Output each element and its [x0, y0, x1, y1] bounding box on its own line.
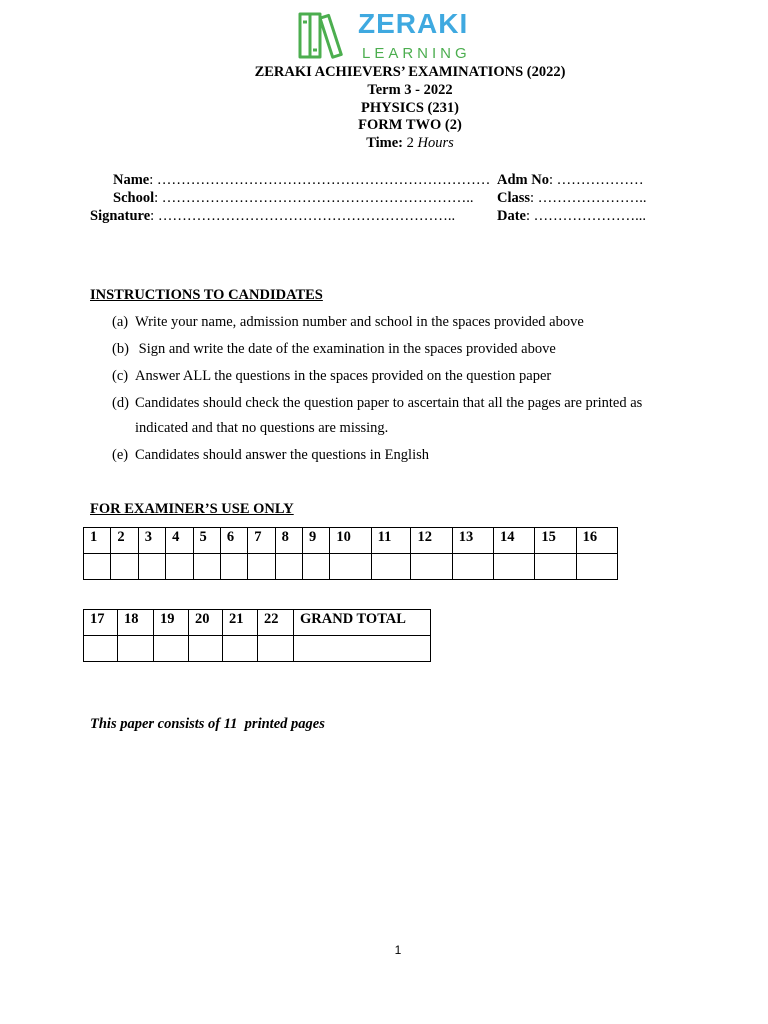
school-field[interactable]	[113, 189, 474, 207]
question-number: 11	[371, 528, 411, 554]
question-number: 6	[220, 528, 247, 554]
question-number: 8	[275, 528, 302, 554]
question-number: 12	[411, 528, 452, 554]
name-field[interactable]	[113, 171, 490, 189]
instruction-text: Candidates should answer the questions in English	[135, 447, 429, 463]
name-label: Name	[113, 172, 150, 188]
instruction-label: (d)	[112, 395, 129, 411]
question-number: 19	[154, 610, 189, 636]
logo-name: ZERAKI	[358, 8, 469, 39]
instruction-item	[112, 364, 672, 389]
exam-time	[160, 135, 660, 153]
school-line: : ………………………………………………………..	[154, 190, 474, 206]
instruction-text: Write your name, admission number and school in the spaces provided above	[135, 314, 584, 330]
instruction-item	[112, 337, 672, 362]
question-number: 20	[189, 610, 223, 636]
instruction-label: (c)	[112, 368, 129, 384]
score-cell[interactable]	[452, 554, 493, 580]
question-number: 18	[118, 610, 154, 636]
grand-total-cell[interactable]	[294, 636, 431, 662]
exam-subject: PHYSICS (231)	[361, 99, 459, 116]
instruction-item	[112, 310, 672, 335]
time-value: 2	[406, 135, 414, 152]
score-cell[interactable]	[154, 636, 189, 662]
page-count-note: This paper consists of 11 printed pages	[90, 716, 325, 732]
question-number: 15	[535, 528, 576, 554]
adm-no-field[interactable]	[497, 171, 644, 189]
instruction-label: (b)	[112, 341, 129, 357]
question-number: 17	[84, 610, 118, 636]
books-icon	[296, 10, 352, 60]
score-cell[interactable]	[371, 554, 411, 580]
instruction-item	[112, 443, 672, 468]
signature-label: Signature	[90, 208, 151, 224]
date-label: Date	[497, 208, 526, 224]
exam-title: ZERAKI ACHIEVERS’ EXAMINATIONS (2022)	[254, 64, 566, 80]
instruction-text: Sign and write the date of the examination in the spaces provided above	[135, 341, 556, 357]
signature-field[interactable]	[90, 207, 455, 225]
exam-form: FORM TWO (2)	[358, 117, 462, 134]
question-number: 7	[248, 528, 275, 554]
question-number: 3	[138, 528, 165, 554]
score-input-row	[84, 636, 431, 662]
instructions-title: INSTRUCTIONS TO CANDIDATES	[90, 287, 323, 303]
time-label: Time:	[366, 135, 403, 152]
exam-header	[160, 64, 660, 153]
question-number: 22	[258, 610, 294, 636]
question-number: 9	[303, 528, 330, 554]
instruction-label: (a)	[112, 314, 129, 330]
score-cell[interactable]	[275, 554, 302, 580]
score-cell[interactable]	[330, 554, 371, 580]
score-cell[interactable]	[220, 554, 247, 580]
school-label: School	[113, 190, 155, 206]
score-cell[interactable]	[138, 554, 165, 580]
question-number: 21	[223, 610, 258, 636]
adm-label: Adm No	[497, 172, 549, 188]
examiner-title: FOR EXAMINER’S USE ONLY	[90, 501, 294, 517]
score-cell[interactable]	[118, 636, 154, 662]
question-number: 4	[166, 528, 193, 554]
question-number: 14	[494, 528, 535, 554]
score-header-row	[84, 610, 431, 636]
score-cell[interactable]	[84, 554, 111, 580]
signature-line: : ……………………………………………………..	[150, 208, 456, 224]
instruction-text: Answer ALL the questions in the spaces provided on the question paper	[135, 368, 552, 384]
score-cell[interactable]	[111, 554, 138, 580]
question-number: 10	[330, 528, 371, 554]
question-number: 1	[84, 528, 111, 554]
score-cell[interactable]	[494, 554, 535, 580]
score-cell[interactable]	[84, 636, 118, 662]
date-field[interactable]	[497, 207, 646, 225]
score-cell[interactable]	[576, 554, 617, 580]
instruction-item	[112, 391, 672, 441]
instruction-label: (e)	[112, 447, 129, 463]
zeraki-logo	[296, 8, 486, 60]
score-cell[interactable]	[303, 554, 330, 580]
instructions-list	[112, 310, 672, 468]
page-number: 1	[394, 943, 402, 957]
class-label: Class	[497, 190, 531, 206]
date-line: : …………………...	[526, 208, 647, 224]
class-field[interactable]	[497, 189, 646, 207]
adm-line: : ………………	[548, 172, 644, 188]
score-cell[interactable]	[248, 554, 275, 580]
instruction-text: Candidates should check the question paper to ascertain that all the pages are printed as indicated and that no questions are missing.	[135, 395, 643, 436]
score-cell[interactable]	[189, 636, 223, 662]
score-cell[interactable]	[166, 554, 193, 580]
grand-total-header: GRAND TOTAL	[294, 610, 431, 636]
question-number: 13	[452, 528, 493, 554]
question-number: 5	[193, 528, 220, 554]
question-number: 2	[111, 528, 138, 554]
score-table-1	[83, 527, 618, 580]
score-cell[interactable]	[193, 554, 220, 580]
score-cell[interactable]	[411, 554, 452, 580]
score-table-2	[83, 609, 431, 662]
class-line: : …………………..	[530, 190, 647, 206]
exam-term: Term 3 - 2022	[367, 81, 453, 98]
question-number: 16	[576, 528, 617, 554]
score-cell[interactable]	[535, 554, 576, 580]
name-line: : ……………………………………………………………	[149, 172, 491, 188]
score-cell[interactable]	[258, 636, 294, 662]
time-unit: Hours	[417, 135, 454, 152]
logo-subtitle: LEARNING	[362, 45, 471, 62]
score-cell[interactable]	[223, 636, 258, 662]
score-input-row	[84, 554, 618, 580]
score-header-row	[84, 528, 618, 554]
